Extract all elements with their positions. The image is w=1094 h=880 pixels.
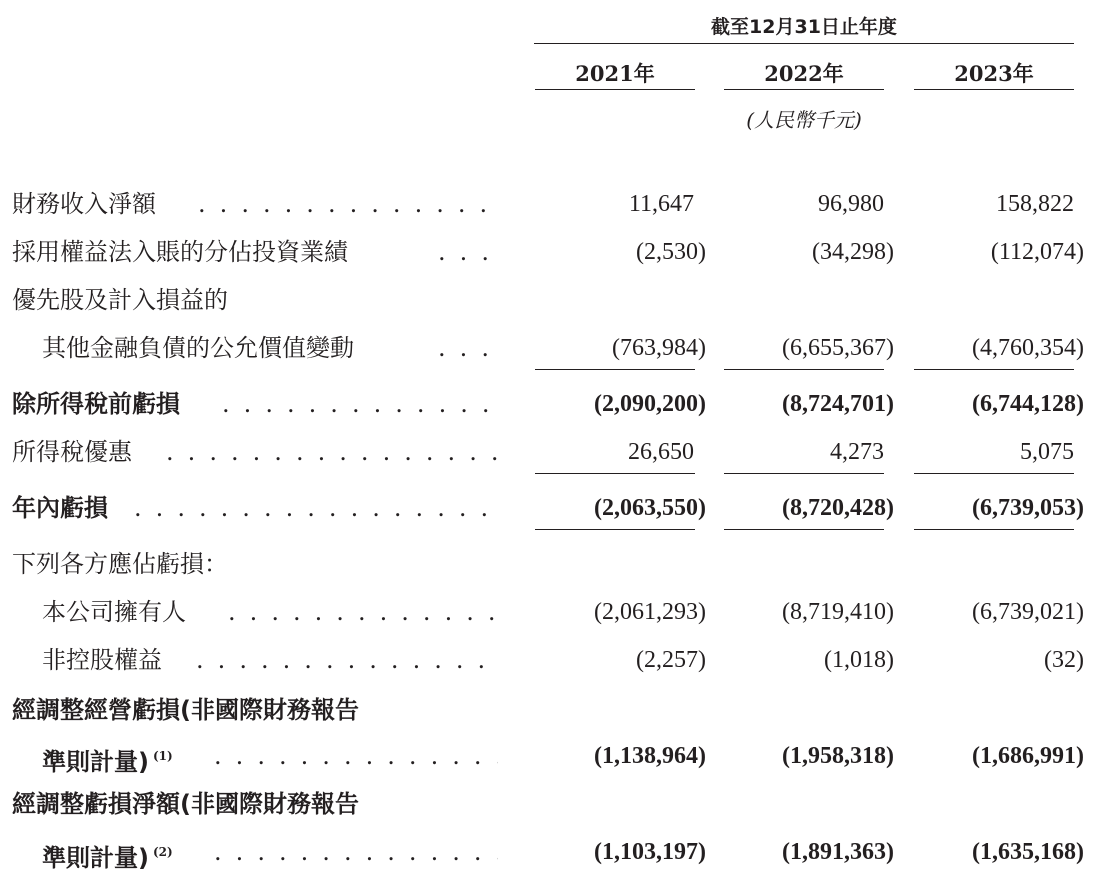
value-2023: 5,075 [1020,439,1074,465]
dot-leader [228,590,498,634]
dot-leader [196,638,498,682]
value-2021: 26,650 [628,439,694,465]
subtotal-rule [535,473,695,474]
value-2022: 4,273 [830,439,884,465]
total-rule [914,529,1074,530]
table-row [0,688,1094,732]
dot-leader [438,326,498,370]
row-label: 採用權益法入賬的分佔投資業績 [12,238,348,266]
table-row [0,734,1094,778]
value-2023: (1,686,991) [972,743,1084,769]
value-2022: (8,724,701) [782,391,894,417]
value-2022: (6,655,367) [782,335,894,361]
period-heading: 截至12月31日止年度 [711,16,897,38]
row-label: 優先股及計入損益的 [12,286,228,314]
value-2022: (8,720,428) [782,495,894,521]
table-row [0,382,1094,426]
value-2022: (8,719,410) [782,599,894,625]
table-row [0,590,1094,634]
total-rule [535,529,695,530]
table-row [0,230,1094,274]
subtotal-rule [535,369,695,370]
table-row [0,638,1094,682]
value-2023: (6,744,128) [972,391,1084,417]
value-2023: (6,739,053) [972,495,1084,521]
dot-leader [214,734,498,778]
row-label: 除所得稅前虧損 [12,390,180,418]
value-2023: (4,760,354) [972,335,1084,361]
value-2023: (112,074) [990,239,1084,265]
year-2021-heading: 2021年 [575,61,655,86]
dot-leader [438,230,498,274]
row-label: 準則計量) $^{(2)}$ [42,844,173,872]
subtotal-rule [914,473,1074,474]
subtotal-rule [914,369,1074,370]
dot-leader [134,486,498,530]
subtotal-rule [724,473,884,474]
row-label: 年內虧損 [12,494,108,522]
value-2023: (32) [1044,647,1084,673]
table-row [0,326,1094,370]
value-2021: (2,257) [636,647,706,673]
table-row [0,430,1094,474]
row-label: 經調整經營虧損(非國際財務報告 [12,696,359,724]
value-2021: (2,530) [636,239,706,265]
row-label: 經調整虧損淨額(非國際財務報告 [12,790,359,818]
value-2022: (1,891,363) [782,839,894,865]
footnote-ref: (2) [152,845,173,859]
total-rule [724,529,884,530]
table-row [0,830,1094,874]
value-2021: (2,090,200) [594,391,706,417]
table-row [0,278,1094,322]
row-label: 非控股權益 [42,646,162,674]
value-2021: (1,103,197) [594,839,706,865]
value-2022: (1,958,318) [782,743,894,769]
row-label: 準則計量) $^{(1)}$ [42,748,173,776]
value-2021: (2,061,293) [594,599,706,625]
dot-leader [198,182,498,226]
table-row [0,182,1094,226]
row-label: 下列各方應佔虧損： [12,550,228,578]
row-label: 所得稅優惠 [12,438,132,466]
value-2021: (763,984) [612,335,706,361]
footnote-ref: (1) [152,749,173,763]
dot-leader [214,830,498,874]
value-2023: 158,822 [996,191,1074,217]
dot-leader [166,430,498,474]
value-2021: (2,063,550) [594,495,706,521]
value-2021: 11,647 [628,191,694,217]
period-rule [534,43,1074,44]
table-row [0,782,1094,826]
year-2023-heading: 2023年 [954,61,1034,86]
year-2021-rule [535,89,695,90]
table-row [0,486,1094,530]
table-row [0,542,1094,586]
value-2022: 96,980 [818,191,884,217]
dot-leader [222,382,498,426]
value-2021: (1,138,964) [594,743,706,769]
value-2022: (1,018) [824,647,894,673]
row-label: 財務收入淨額 [12,190,156,218]
value-2023: (6,739,021) [972,599,1084,625]
value-2023: (1,635,168) [972,839,1084,865]
subtotal-rule [724,369,884,370]
year-2022-heading: 2022年 [764,61,844,86]
value-2022: (34,298) [812,239,894,265]
year-2023-rule [914,89,1074,90]
year-2022-rule [724,89,884,90]
unit-label: (人民幣千元) [746,108,862,132]
row-label: 其他金融負債的公允價值變動 [42,334,354,362]
row-label: 本公司擁有人 [42,598,186,626]
